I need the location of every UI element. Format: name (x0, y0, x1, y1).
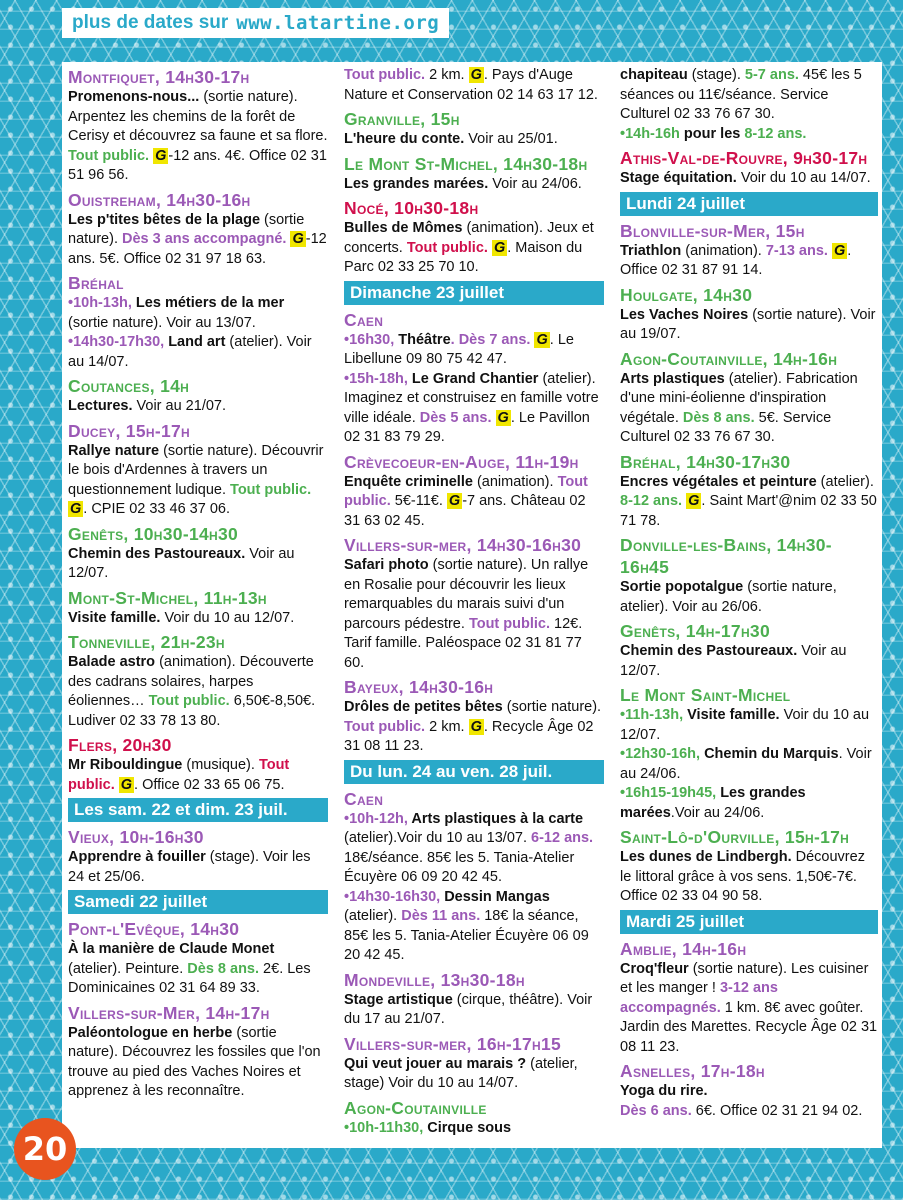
event-location: Le Mont Saint-Michel (620, 685, 791, 705)
event-text: 12€. Tarif famille. Paléospace 02 31 81 77 60. (344, 615, 583, 671)
audience: Tout public. (344, 67, 426, 83)
event-location: Agon-Coutainville, 14h-16h (620, 348, 838, 369)
event-text: (animation). (472, 473, 558, 490)
audience: Tout public. (344, 473, 588, 509)
event (620, 66, 878, 144)
event-text: 6,50€-8,50€. Ludiver 02 33 78 13 80. (68, 693, 316, 729)
event-text: (cirque, théâtre). Voir du 17 au 21/07. (344, 991, 593, 1027)
event-title: Balade astro (68, 654, 156, 670)
free-badge: G (120, 776, 133, 793)
event-time: •14h30-16h30, (344, 888, 441, 905)
event-location: Bayeux, 14h30-16h (344, 677, 494, 697)
event-text: . Le Pavillon 02 31 83 79 29. (344, 409, 590, 445)
event-text: Voir du 10 au 12/07. (160, 609, 295, 626)
event (344, 1097, 604, 1139)
event-text: (animation). Découverte des cadrans solaires, harpes éoliennes… (68, 654, 314, 709)
event-text: pour les (679, 125, 745, 142)
event-time: •10h-13h, (68, 295, 132, 311)
event-text: 6€. Office 02 31 21 94 02. (691, 1102, 863, 1119)
event (620, 620, 878, 681)
event-text: (sortie nature). (68, 211, 305, 247)
event-text: (atelier). Fabrication d'une mini-éolienne d'inspiration végétale. (620, 370, 858, 426)
event-location: Coutances, 14h (68, 376, 190, 396)
event-text: Voir du 10 au 12/07. (620, 707, 870, 743)
event-text: Voir au 21/07. (132, 398, 226, 414)
event-time: •15h-18h, (344, 370, 408, 387)
event-location: Vieux, 10h-16h30 (68, 827, 204, 847)
event-title: L'heure du conte. (344, 131, 465, 147)
event-text: (atelier). Peinture. (68, 960, 188, 977)
event-location: Villers-sur-mer, 16h-17h15 (344, 1033, 562, 1054)
free-badge: G (155, 147, 167, 164)
free-badge: G (833, 242, 846, 259)
event-title: Paléontologue en herbe (68, 1024, 233, 1041)
event-title: Visite famille. (683, 707, 780, 723)
event-title: Chemin du Marquis (700, 746, 839, 762)
age-range: 5-7 ans. (744, 67, 799, 83)
event-text: 2 km. (425, 718, 469, 735)
event-title: Arts plastiques (620, 370, 725, 387)
event-text: 2€. Les Dominicaines 02 31 64 89 33. (68, 960, 311, 996)
audience: Tout public. (406, 239, 488, 256)
event (620, 534, 878, 617)
event-text: . Le Libellune 09 80 75 42 47. (344, 331, 574, 367)
event-text: 1 km. 8€ avec goûter. Jardin des Marettes. Recycle Âge 02 31 08 11 23. (620, 999, 878, 1055)
audience: Tout public. (68, 147, 150, 164)
event-title: Les dunes de Lindbergh. (620, 849, 792, 865)
free-badge: G (448, 493, 461, 509)
event-text: Voir au 25/01. (464, 131, 558, 147)
event-location: Pont-l'Evêque, 14h30 (68, 919, 240, 939)
header-banner (62, 8, 449, 38)
event (344, 788, 604, 966)
event-title: Encres végétales et peinture (620, 473, 817, 490)
event-title: Land art (164, 334, 226, 350)
event-text: . Saint Mart'@nim 02 33 50 71 78. (620, 493, 877, 529)
event-title: Sortie popotalgue (620, 579, 744, 595)
event-text: (atelier). Imaginez et construisez en famille votre ville idéale. (344, 370, 599, 426)
event (344, 451, 604, 532)
audience: Tout public. (468, 615, 551, 632)
audience: Tout public. (344, 718, 426, 735)
audience: Tout public. (230, 481, 312, 498)
event-text: -7 ans. Château 02 31 63 02 45. (344, 493, 586, 529)
event-title: Mr Ribouldingue (68, 757, 183, 773)
event-text: Voir au 12/07. (620, 643, 847, 679)
event (344, 1033, 604, 1094)
event (344, 309, 604, 448)
event-location: Genêts, 14h-17h30 (620, 621, 770, 641)
event-time: •14h30-17h30, (68, 334, 165, 350)
column-1 (68, 66, 328, 1105)
free-badge: G (470, 718, 482, 735)
day-header: Samedi 22 juillet (68, 890, 328, 914)
event-location: Mondeville, 13h30-18h (344, 969, 525, 990)
age-range: Dès 6 ans. (620, 1102, 692, 1119)
age-range: . Dès 7 ans. (450, 331, 531, 348)
event-text: (atelier, stage) Voir du 10 au 14/07. (344, 1055, 578, 1091)
event-location: Asnelles, 17h-18h (620, 1061, 765, 1081)
column-2 (344, 66, 604, 1141)
event (344, 676, 604, 757)
event (620, 220, 878, 281)
event-title: chapiteau (620, 67, 688, 83)
event-title: Drôles de petites bêtes (344, 699, 503, 715)
event (620, 147, 878, 189)
header-url[interactable]: www.latartine.org (236, 12, 440, 34)
event (68, 587, 328, 629)
event-title: Les p'tites bêtes de la plage (68, 211, 261, 228)
free-badge: G (292, 231, 304, 247)
event-location: Genêts, 10h30-14h30 (68, 523, 239, 544)
event-text: (sortie nature). Les cuisiner et les manger ! (620, 960, 869, 996)
day-header: Mardi 25 juillet (620, 910, 878, 934)
event-text: (musique). (182, 757, 259, 773)
event-text: (sortie nature). (502, 699, 602, 715)
event-title: Le Grand Chantier (407, 370, 539, 387)
event-text: (sortie nature). Voir au 13/07. (68, 314, 256, 331)
event-text: Voir au 24/06. (488, 175, 582, 192)
event-title: Arts plastiques à la carte (407, 810, 584, 827)
event-title: Stage équitation. (620, 170, 737, 186)
event-text: (sortie nature). Arpentez les chemins de la forêt de Cerisy et découvrez sa faune et sa flore. (68, 89, 328, 144)
event-text: . Voir au 24/06. (620, 746, 872, 782)
event (620, 284, 878, 345)
event (620, 826, 878, 907)
event-title: Croq'fleur (620, 960, 689, 977)
event-time: •14h-16h (620, 125, 680, 142)
event-title: Les grandes marées. (344, 175, 489, 192)
event-text: (sortie nature). Découvrez les fossiles que l'on trouve au pied des Vaches Noires et apprenez à les reconnaître. (68, 1024, 321, 1099)
event-title: Chemin des Pastoureaux. (620, 643, 798, 659)
event-title: Triathlon (620, 242, 682, 259)
event-text: (animation). Jeux et concerts. (344, 220, 594, 256)
event-time: •12h30-16h, (620, 746, 701, 762)
event (68, 631, 328, 731)
event-text: Découvrez le littoral grâce à vos sens. 1,50€-7€. Office 02 33 04 90 58. (620, 849, 865, 904)
event-text: (animation). (681, 242, 766, 259)
event-text: (atelier). Voir au 14/07. (68, 334, 312, 370)
event-text: (atelier). (344, 908, 402, 924)
event (344, 197, 604, 278)
event-text: (sortie nature). Voir au 19/07. (620, 306, 876, 342)
event-text: -12 ans. 5€. Office 02 31 97 18 63. (68, 231, 327, 267)
age-range: Dès 8 ans. (187, 960, 260, 977)
audience: Tout public. (148, 693, 230, 709)
event-title: Apprendre à fouiller (68, 849, 206, 865)
day-header: Dimanche 23 juillet (344, 281, 604, 305)
event-title: Safari photo (344, 557, 429, 573)
event-title: Yoga du rire. (620, 1083, 708, 1099)
event-location: Villers-sur-mer, 14h30-16h30 (344, 535, 582, 555)
event (620, 348, 878, 448)
event-title: Enquête criminelle (344, 473, 473, 490)
free-badge: G (536, 331, 548, 348)
event-title: Lectures. (68, 398, 133, 414)
event-location: Saint-Lô-d'Ourville, 15h-17h (620, 827, 850, 847)
event-location: Ouistreham, 14h30-16h (68, 189, 251, 210)
agenda-panel (62, 62, 882, 1148)
age-range: 8-12 ans. (620, 493, 683, 509)
event-location: Tonneville, 21h-23h (68, 632, 225, 652)
event (68, 272, 328, 372)
event (344, 66, 604, 105)
age-range: Dès 5 ans. (419, 409, 492, 426)
event-title: Stage artistique (344, 991, 453, 1008)
event-location: Caen (344, 309, 384, 330)
age-range: Dès 8 ans. (682, 409, 755, 426)
event-location: Crèvecoeur-en-Auge, 11h-19h (344, 451, 579, 472)
event-text: (sortie nature). Découvrir le bois d'Ardennes à travers un questionnement ludique. (68, 442, 324, 498)
event-title: Chemin des Pastoureaux. (68, 545, 246, 562)
free-badge: G (470, 67, 482, 83)
event-title: Théâtre (394, 331, 451, 348)
event (68, 189, 328, 270)
event-title: Les métiers de la mer (131, 295, 285, 311)
event-location: Mont-St-Michel, 11h-13h (68, 587, 267, 608)
day-header: Les sam. 22 et dim. 23 juil. (68, 798, 328, 822)
event-location: Montfiquet, 14h30-17h (68, 67, 250, 87)
event-title: Bulles de Mômes (344, 220, 463, 236)
event-location: Donville-les-Bains, 14h30-16h45 (620, 535, 832, 577)
event-location: Bréhal, 14h30-17h30 (620, 451, 791, 472)
free-badge: G (688, 493, 700, 509)
event (620, 938, 878, 1058)
event (620, 1060, 878, 1121)
event (620, 684, 878, 823)
event-time: •16h30, (344, 331, 395, 348)
event-text: Voir du 10 au 14/07. (736, 170, 871, 186)
event-location: Agon-Coutainville (344, 1097, 487, 1118)
event-location: Flers, 20h30 (68, 735, 172, 755)
event-text: (stage). Voir les 24 et 25/06. (68, 849, 311, 885)
event-title: Les Vaches Noires (620, 306, 749, 323)
event-location: Villers-sur-Mer, 14h-17h (68, 1002, 270, 1023)
event (620, 451, 878, 532)
event-text: .Voir au 24/06. (670, 804, 765, 821)
event-text: . Pays d'Auge Nature et Conservation 02 14 63 17 12. (344, 67, 598, 103)
event-text: 18€ la séance, 85€ les 5. Tania-Atelier Écuyère 06 09 20 42 45. (344, 908, 589, 963)
event-title: Dessin Mangas (440, 888, 550, 905)
event-title: Promenons-nous... (68, 89, 200, 105)
event (344, 969, 604, 1030)
event (68, 734, 328, 795)
free-badge: G (70, 501, 82, 517)
event-time: •11h-13h, (620, 707, 684, 723)
event-time: •10h-12h, (344, 810, 408, 827)
event-text: (sortie nature, atelier). Voir au 26/06. (620, 579, 837, 615)
event-location: Bréhal (68, 273, 124, 293)
event-text: . Office 02 31 87 91 14. (620, 242, 852, 278)
event (68, 66, 328, 186)
event-title: Qui veut jouer au marais ? (344, 1055, 527, 1072)
event-text: 5€. Service Culturel 02 33 76 67 30. (620, 409, 832, 445)
page-number: 20 (14, 1118, 76, 1180)
day-header: Du lun. 24 au ven. 28 juil. (344, 760, 604, 784)
age-range: 7-13 ans. (765, 242, 828, 259)
event-location: Athis-Val-de-Rouvre, 9h30-17h (620, 148, 868, 168)
event (68, 420, 328, 520)
event-location: Caen (344, 788, 384, 809)
age-range: Dès 3 ans accompagné. (122, 231, 287, 247)
event-title: Cirque sous (423, 1119, 512, 1136)
event-text: 45€ les 5 séances ou 11€/séance. Service Culturel 02 33 76 67 30. (620, 67, 862, 122)
event-location: Amblie, 14h-16h (620, 938, 747, 959)
audience: Tout public. (68, 757, 290, 793)
event-location: Blonville-sur-Mer, 15h (620, 220, 805, 241)
event-text: (atelier).Voir du 10 au 13/07. (344, 830, 532, 846)
event-text: . Office 02 33 65 06 75. (134, 776, 285, 793)
event-text: Voir au 12/07. (68, 545, 295, 581)
event (68, 375, 328, 417)
event-text: 2 km. (425, 67, 469, 83)
event-text: 5€-11€. (390, 493, 447, 509)
age-range: Dès 11 ans. (401, 908, 481, 924)
event (68, 523, 328, 584)
event-text: 18€/séance. 85€ les 5. Tania-Atelier Écuyère 06 09 20 42 45. (344, 849, 575, 885)
header-label: plus de dates sur (72, 12, 229, 33)
event (68, 826, 328, 887)
event-time: •10h-11h30, (344, 1119, 424, 1136)
event-text: (stage). (687, 67, 745, 83)
event-time: •16h15-19h45, (620, 785, 717, 801)
age-range: 6-12 ans. (531, 830, 594, 846)
event-title: Visite famille. (68, 609, 161, 626)
event (344, 534, 604, 673)
event-title: Rallye nature (68, 442, 160, 459)
event-text: (atelier). (816, 473, 874, 490)
event (344, 153, 604, 195)
free-badge: G (497, 409, 509, 426)
column-3 (620, 66, 878, 1124)
event-location: Ducey, 15h-17h (68, 420, 190, 441)
event-text: (sortie nature). Un rallye en Rosalie pour découvrir les lieux remarquables du marais suivi d'un parcours pédestre. (344, 557, 589, 632)
event-title: Les grandes marées (620, 785, 806, 821)
free-badge: G (493, 239, 506, 256)
event (68, 1002, 328, 1102)
event-location: Le Mont St-Michel, 14h30-18h (344, 153, 588, 174)
event-title: À la manière de Claude Monet (68, 941, 275, 957)
event-text: -12 ans. 4€. Office 02 31 51 96 56. (68, 147, 327, 183)
event-location: Nocé, 10h30-18h (344, 198, 479, 218)
age-range: 8-12 ans. (744, 125, 807, 142)
day-header: Lundi 24 juillet (620, 192, 878, 216)
event (68, 918, 328, 999)
event-text: . Maison du Parc 02 33 25 70 10. (344, 239, 583, 275)
event-text: . Recycle Âge 02 31 08 11 23. (344, 718, 594, 754)
event-location: Houlgate, 14h30 (620, 284, 753, 305)
event-text: . CPIE 02 33 46 37 06. (83, 501, 230, 517)
age-range: 3-12 ans accompagnés. (620, 980, 778, 1016)
event (344, 108, 604, 150)
event-location: Granville, 15h (344, 109, 460, 129)
